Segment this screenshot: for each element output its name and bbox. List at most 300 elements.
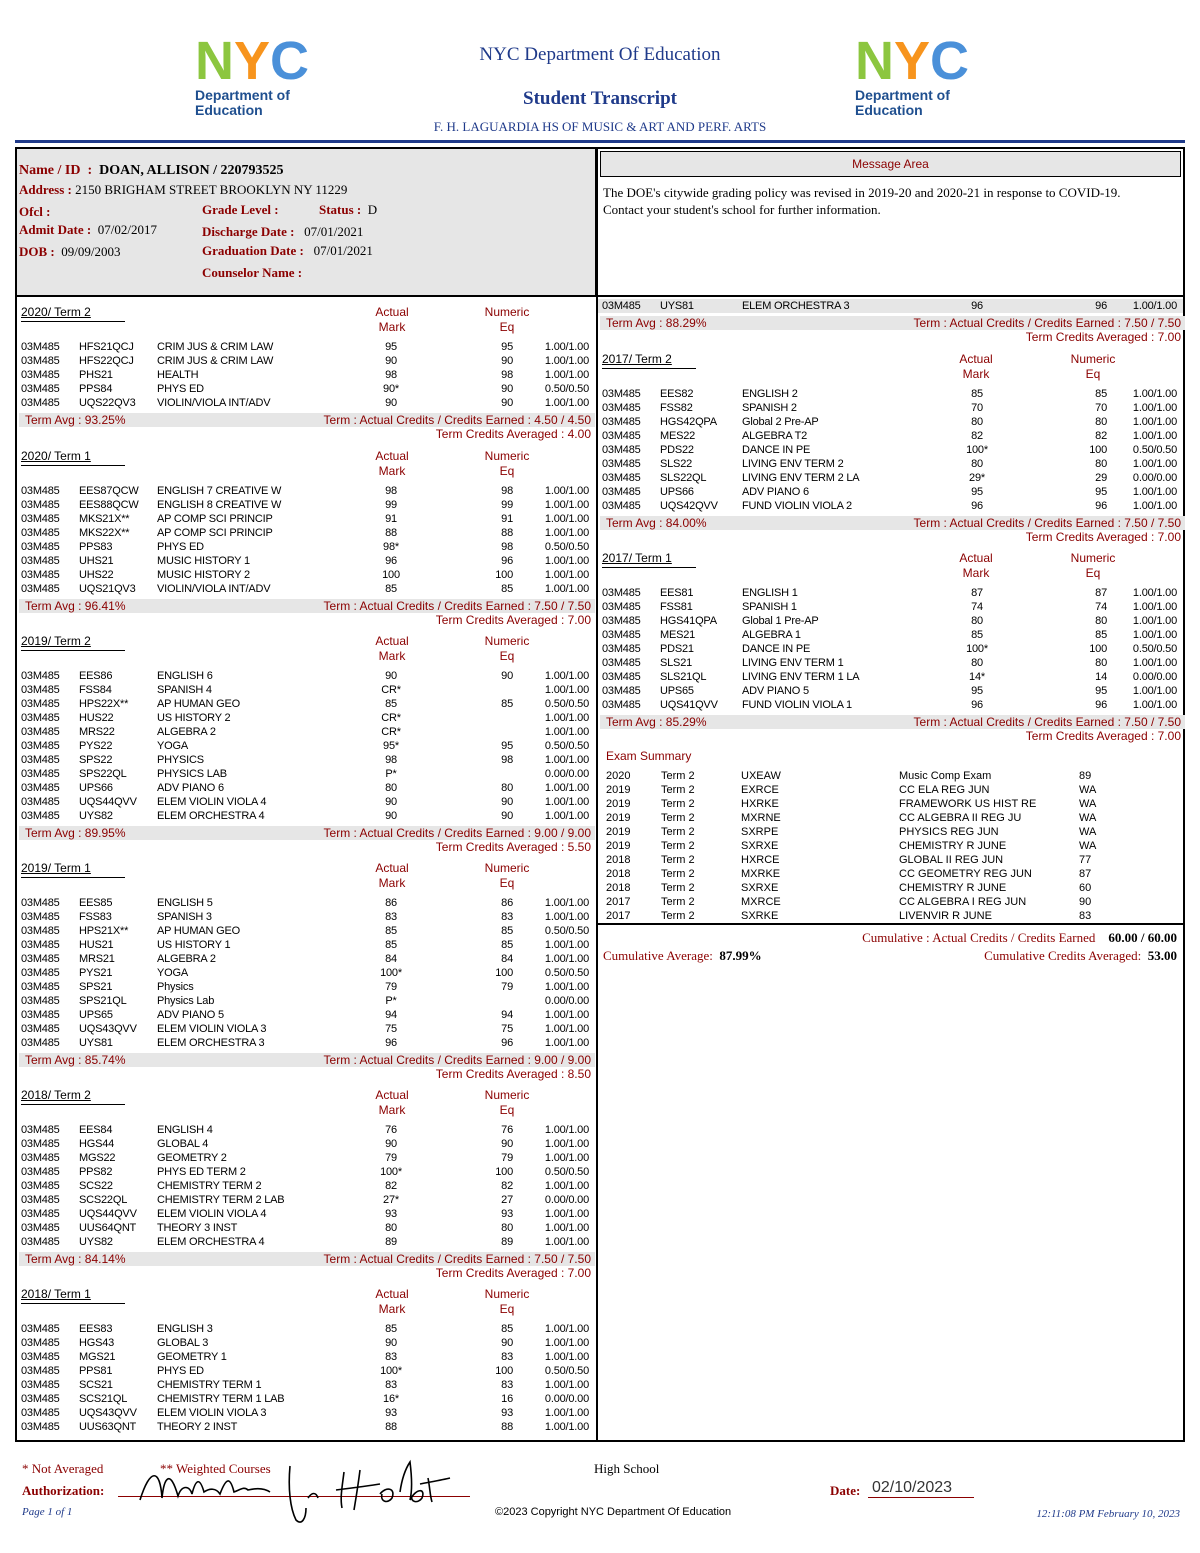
exam-code: MXRCE bbox=[741, 896, 781, 908]
exam-name: CC ALGEBRA I REG JUN bbox=[899, 896, 1027, 908]
course-credits: 1.00/1.00 bbox=[544, 369, 589, 381]
course-title: PHYSICS bbox=[157, 754, 204, 766]
term-credits-averaged: Term Credits Averaged : 7.00 bbox=[1025, 530, 1181, 544]
course-school: 03M485 bbox=[21, 1124, 60, 1136]
student-info-panel bbox=[15, 147, 597, 297]
course-school: 03M485 bbox=[21, 541, 60, 553]
course-numeric: 90 bbox=[501, 397, 513, 409]
course-mark: 100* bbox=[380, 1166, 402, 1178]
term-title: 2017/ Term 2 bbox=[602, 352, 672, 366]
logo-dept-line1-right: Department of bbox=[855, 87, 950, 103]
course-credits: 0.50/0.50 bbox=[544, 383, 589, 395]
course-school: 03M485 bbox=[602, 402, 641, 414]
course-numeric: 90 bbox=[501, 355, 513, 367]
course-code: SPS22QL bbox=[79, 768, 127, 780]
course-school: 03M485 bbox=[21, 911, 60, 923]
course-credits: 1.00/1.00 bbox=[544, 555, 589, 567]
course-school: 03M485 bbox=[602, 671, 641, 683]
status-value: D bbox=[367, 202, 378, 217]
course-row bbox=[21, 1322, 595, 1336]
course-title: CRIM JUS & CRIM LAW bbox=[157, 341, 274, 353]
course-title: ADV PIANO 6 bbox=[157, 782, 224, 794]
course-row bbox=[21, 526, 595, 540]
exam-term: Term 2 bbox=[661, 882, 695, 894]
course-credits: 1.00/1.00 bbox=[544, 782, 589, 794]
term-average: Term Avg : 88.29% bbox=[606, 316, 707, 330]
course-mark: 82 bbox=[385, 1180, 397, 1192]
course-code: MES22 bbox=[660, 430, 696, 442]
cumulative-credits: Cumulative : Actual Credits / Credits Earned 60.00 / 60.00 bbox=[862, 930, 1177, 945]
course-credits: 1.00/1.00 bbox=[1132, 402, 1177, 414]
course-title: ENGLISH 1 bbox=[742, 587, 798, 599]
course-mark: 27* bbox=[383, 1194, 399, 1206]
course-credits: 0.50/0.50 bbox=[544, 925, 589, 937]
course-mark: 98 bbox=[385, 485, 397, 497]
course-numeric: 85 bbox=[1095, 388, 1107, 400]
course-numeric: 80 bbox=[1095, 615, 1107, 627]
exam-score: WA bbox=[1079, 812, 1097, 824]
status-row: Status : D bbox=[319, 202, 378, 217]
course-code: PHS21 bbox=[79, 369, 113, 381]
term-credits-averaged: Term Credits Averaged : 7.00 bbox=[435, 1266, 591, 1280]
course-numeric: 90 bbox=[501, 1337, 513, 1349]
course-numeric: 99 bbox=[501, 499, 513, 511]
course-credits: 1.00/1.00 bbox=[1132, 699, 1177, 711]
course-title: ALGEBRA T2 bbox=[742, 430, 808, 442]
cumulative-averaged-value: 53.00 bbox=[1147, 948, 1177, 963]
course-school: 03M485 bbox=[21, 1194, 60, 1206]
discharge-date-value: 07/01/2021 bbox=[304, 224, 364, 239]
exam-row bbox=[606, 839, 1166, 853]
course-school: 03M485 bbox=[21, 981, 60, 993]
course-code: UQS43QVV bbox=[79, 1023, 137, 1035]
course-row bbox=[21, 1364, 595, 1378]
course-credits: 1.00/1.00 bbox=[544, 1337, 589, 1349]
course-credits: 1.00/1.00 bbox=[544, 1023, 589, 1035]
course-row bbox=[21, 924, 595, 938]
course-code: FSS82 bbox=[660, 402, 693, 414]
course-mark: 100* bbox=[380, 1365, 402, 1377]
exam-name: CC GEOMETRY REG JUN bbox=[899, 868, 1032, 880]
course-numeric: 87 bbox=[1095, 587, 1107, 599]
course-title: ENGLISH 8 CREATIVE W bbox=[157, 499, 282, 511]
course-code: EES85 bbox=[79, 897, 113, 909]
exam-code: MXRKE bbox=[741, 868, 781, 880]
course-code: UYS81 bbox=[79, 1037, 113, 1049]
term-title-underline bbox=[21, 1303, 125, 1304]
exam-name: CC ELA REG JUN bbox=[899, 784, 990, 796]
graduation-date-value: 07/01/2021 bbox=[313, 243, 373, 258]
course-credits: 0.00/0.00 bbox=[1132, 671, 1177, 683]
exam-code: SXRXE bbox=[741, 882, 779, 894]
course-school: 03M485 bbox=[602, 657, 641, 669]
course-mark: 95 bbox=[385, 341, 397, 353]
course-code: UQS22QV3 bbox=[79, 397, 136, 409]
course-numeric: 80 bbox=[1095, 416, 1107, 428]
course-credits: 1.00/1.00 bbox=[544, 953, 589, 965]
term-average: Term Avg : 85.74% bbox=[25, 1053, 126, 1067]
admit-date-value: 07/02/2017 bbox=[97, 222, 157, 237]
course-credits: 1.00/1.00 bbox=[544, 1037, 589, 1049]
course-title: ELEM ORCHESTRA 4 bbox=[157, 1236, 265, 1248]
course-mark: 100* bbox=[966, 444, 988, 456]
course-row bbox=[21, 739, 595, 753]
course-row bbox=[21, 540, 595, 554]
continued-term-block bbox=[598, 297, 1183, 347]
course-school: 03M485 bbox=[602, 472, 641, 484]
course-title: ELEM ORCHESTRA 4 bbox=[157, 810, 265, 822]
course-school: 03M485 bbox=[21, 383, 60, 395]
exam-year: 2019 bbox=[606, 798, 631, 810]
course-code: SCS21 bbox=[79, 1379, 113, 1391]
course-row bbox=[21, 512, 595, 526]
course-mark: CR* bbox=[381, 712, 401, 724]
course-row bbox=[602, 642, 1180, 656]
exam-score: WA bbox=[1079, 798, 1097, 810]
course-credits: 1.00/1.00 bbox=[544, 1208, 589, 1220]
course-mark: 95 bbox=[971, 685, 983, 697]
course-row bbox=[21, 1235, 595, 1249]
course-mark: 80 bbox=[971, 416, 983, 428]
course-title: Physics Lab bbox=[157, 995, 215, 1007]
course-school: 03M485 bbox=[602, 444, 641, 456]
term-title-underline bbox=[602, 567, 696, 568]
course-mark: 14* bbox=[969, 671, 985, 683]
left-terms-column bbox=[15, 297, 598, 1442]
course-code: EES81 bbox=[660, 587, 694, 599]
exam-row bbox=[606, 895, 1166, 909]
date-value: 02/10/2023 bbox=[872, 1479, 953, 1496]
course-school: 03M485 bbox=[21, 754, 60, 766]
course-code: PPS81 bbox=[79, 1365, 113, 1377]
course-numeric: 85 bbox=[1095, 629, 1107, 641]
course-code: UPS66 bbox=[660, 486, 694, 498]
address-label: Address : bbox=[19, 182, 72, 197]
weighted-courses-note: ** Weighted Courses bbox=[160, 1461, 271, 1476]
course-school: 03M485 bbox=[21, 1351, 60, 1363]
course-code: UUS63QNT bbox=[79, 1421, 137, 1433]
course-row bbox=[21, 1022, 595, 1036]
col-header-numeric-eq: Numeric Eq bbox=[484, 634, 530, 663]
course-numeric: 96 bbox=[501, 1037, 513, 1049]
term-title: 2020/ Term 1 bbox=[21, 449, 91, 463]
course-title: CHEMISTRY TERM 1 LAB bbox=[157, 1393, 285, 1405]
course-numeric: 88 bbox=[501, 527, 513, 539]
course-mark: 82 bbox=[971, 430, 983, 442]
course-row bbox=[21, 1378, 595, 1392]
exam-row bbox=[606, 853, 1166, 867]
course-mark: 84 bbox=[385, 953, 397, 965]
exam-term: Term 2 bbox=[661, 910, 695, 922]
course-row bbox=[602, 684, 1180, 698]
course-credits: 0.50/0.50 bbox=[1132, 643, 1177, 655]
course-row bbox=[21, 809, 595, 823]
course-numeric: 89 bbox=[501, 1236, 513, 1248]
exam-name: GLOBAL II REG JUN bbox=[899, 854, 1004, 866]
term-average: Term Avg : 96.41% bbox=[25, 599, 126, 613]
course-row bbox=[602, 457, 1180, 471]
course-credits: 1.00/1.00 bbox=[544, 754, 589, 766]
course-mark: 80 bbox=[385, 1222, 397, 1234]
course-numeric: 86 bbox=[501, 897, 513, 909]
course-numeric: 95 bbox=[501, 740, 513, 752]
course-row bbox=[21, 1420, 595, 1434]
name-label: Name / ID bbox=[19, 163, 81, 178]
col-header-numeric-eq: Numeric Eq bbox=[1070, 551, 1116, 580]
term-summary bbox=[19, 599, 595, 629]
copyright: ©2023 Copyright NYC Department Of Education bbox=[495, 1506, 732, 1518]
course-title: ADV PIANO 6 bbox=[742, 486, 809, 498]
course-row bbox=[21, 683, 595, 697]
course-title: ALGEBRA 1 bbox=[742, 629, 801, 641]
course-code: HGS42QPA bbox=[660, 416, 717, 428]
course-mark: 85 bbox=[385, 939, 397, 951]
course-title: SPANISH 2 bbox=[742, 402, 797, 414]
course-row bbox=[21, 396, 595, 410]
course-school: 03M485 bbox=[21, 1152, 60, 1164]
exam-summary bbox=[598, 749, 1183, 927]
cumulative-credits-averaged: Cumulative Credits Averaged: 53.00 bbox=[984, 948, 1177, 963]
course-school: 03M485 bbox=[602, 430, 641, 442]
course-code: EES87QCW bbox=[79, 485, 139, 497]
course-code: UQS21QV3 bbox=[79, 583, 136, 595]
course-title: PHYS ED bbox=[157, 383, 204, 395]
course-numeric: 100 bbox=[1089, 643, 1107, 655]
course-code: UQS41QVV bbox=[660, 699, 718, 711]
course-numeric: 94 bbox=[501, 1009, 513, 1021]
term-summary bbox=[600, 715, 1185, 745]
right-terms-column bbox=[597, 297, 1185, 1442]
course-row bbox=[21, 952, 595, 966]
graduation-row: Graduation Date : 07/01/2021 bbox=[202, 243, 373, 258]
exam-score: 90 bbox=[1079, 896, 1092, 908]
exam-year: 2019 bbox=[606, 784, 631, 796]
course-code: MGS22 bbox=[79, 1152, 116, 1164]
course-mark: 80 bbox=[971, 615, 983, 627]
course-mark: 90 bbox=[385, 810, 397, 822]
term-average: Term Avg : 93.25% bbox=[25, 413, 126, 427]
exam-name: CHEMISTRY R JUNE bbox=[899, 882, 1007, 894]
course-numeric: 82 bbox=[1095, 430, 1107, 442]
course-credits: 0.00/0.00 bbox=[544, 768, 589, 780]
exam-name: Music Comp Exam bbox=[899, 770, 992, 782]
exam-name: FRAMEWORK US HIST RE bbox=[899, 798, 1037, 810]
course-numeric: 80 bbox=[501, 782, 513, 794]
high-school-label: High School bbox=[594, 1461, 660, 1476]
course-row bbox=[602, 600, 1180, 614]
exam-year: 2019 bbox=[606, 826, 631, 838]
course-code: HPS21X** bbox=[79, 925, 129, 937]
term-title: 2019/ Term 2 bbox=[21, 634, 91, 648]
course-school: 03M485 bbox=[21, 698, 60, 710]
exam-divider bbox=[598, 923, 1183, 925]
course-numeric: 85 bbox=[501, 925, 513, 937]
course-credits: 1.00/1.00 bbox=[544, 1222, 589, 1234]
course-row bbox=[21, 1179, 595, 1193]
admit-row: Admit Date : 07/02/2017 bbox=[19, 222, 157, 237]
course-credits: 0.50/0.50 bbox=[544, 967, 589, 979]
course-title: CRIM JUS & CRIM LAW bbox=[157, 355, 274, 367]
course-mark: 95 bbox=[971, 486, 983, 498]
term-summary bbox=[19, 1053, 595, 1083]
term-credits-averaged: Term Credits Averaged : 7.00 bbox=[1025, 330, 1181, 344]
course-title: PHYS ED bbox=[157, 1365, 204, 1377]
course-school: 03M485 bbox=[21, 670, 60, 682]
course-title: PHYS ED bbox=[157, 541, 204, 553]
course-school: 03M485 bbox=[21, 1379, 60, 1391]
course-title: ELEM VIOLIN VIOLA 4 bbox=[157, 1208, 267, 1220]
course-numeric: 88 bbox=[501, 1421, 513, 1433]
course-mark: 100* bbox=[966, 643, 988, 655]
course-credits: 1.00/1.00 bbox=[1132, 657, 1177, 669]
course-school: 03M485 bbox=[21, 1393, 60, 1405]
authorization-label: Authorization: bbox=[22, 1483, 105, 1498]
course-numeric: 96 bbox=[501, 555, 513, 567]
course-credits: 0.50/0.50 bbox=[544, 541, 589, 553]
course-row bbox=[21, 1406, 595, 1420]
course-credits: 0.50/0.50 bbox=[544, 1166, 589, 1178]
course-numeric: 100 bbox=[495, 967, 513, 979]
course-title: ENGLISH 3 bbox=[157, 1323, 213, 1335]
course-mark: 90 bbox=[385, 1337, 397, 1349]
exam-name: LIVENVIR R JUNE bbox=[899, 910, 992, 922]
course-school: 03M485 bbox=[602, 416, 641, 428]
exam-term: Term 2 bbox=[661, 826, 695, 838]
course-mark: 83 bbox=[385, 1379, 397, 1391]
course-code: HFS21QCJ bbox=[79, 341, 134, 353]
course-numeric: 100 bbox=[1089, 444, 1107, 456]
course-row bbox=[602, 387, 1180, 401]
course-mark: 100* bbox=[380, 967, 402, 979]
course-row bbox=[21, 1123, 595, 1137]
course-row bbox=[21, 980, 595, 994]
course-mark: P* bbox=[385, 995, 397, 1007]
term-title-underline bbox=[21, 321, 125, 322]
course-row bbox=[602, 586, 1180, 600]
exam-score: 89 bbox=[1079, 770, 1092, 782]
course-numeric: 79 bbox=[501, 1152, 513, 1164]
exam-term: Term 2 bbox=[661, 840, 695, 852]
course-credits: 1.00/1.00 bbox=[544, 1351, 589, 1363]
course-school: 03M485 bbox=[21, 527, 60, 539]
course-title: DANCE IN PE bbox=[742, 643, 811, 655]
term-average: Term Avg : 89.95% bbox=[25, 826, 126, 840]
course-code: UHS22 bbox=[79, 569, 114, 581]
course-code: PPS83 bbox=[79, 541, 113, 553]
course-mark: 98 bbox=[385, 369, 397, 381]
message-area-title: Message Area bbox=[600, 151, 1181, 177]
col-header-actual-mark: Actual Mark bbox=[375, 1088, 409, 1117]
course-credits: 1.00/1.00 bbox=[544, 1236, 589, 1248]
course-numeric: 90 bbox=[501, 796, 513, 808]
exam-code: SXRKE bbox=[741, 910, 779, 922]
course-mark: 90 bbox=[385, 1138, 397, 1150]
col-header-numeric-eq: Numeric Eq bbox=[484, 449, 530, 478]
course-school: 03M485 bbox=[21, 1365, 60, 1377]
course-school: 03M485 bbox=[21, 782, 60, 794]
exam-row bbox=[606, 797, 1166, 811]
course-row bbox=[21, 498, 595, 512]
course-code: FSS84 bbox=[79, 684, 112, 696]
term-credits-averaged: Term Credits Averaged : 7.00 bbox=[435, 613, 591, 627]
logo-dept-line2: Education bbox=[195, 102, 263, 118]
course-row bbox=[21, 753, 595, 767]
course-row bbox=[21, 1008, 595, 1022]
course-title: ELEM ORCHESTRA 3 bbox=[157, 1037, 265, 1049]
course-code: UQS42QVV bbox=[660, 500, 718, 512]
course-numeric: 90 bbox=[501, 670, 513, 682]
course-code: EES83 bbox=[79, 1323, 113, 1335]
course-title: VIOLIN/VIOLA INT/ADV bbox=[157, 583, 271, 595]
logo-dept-line1: Department of bbox=[195, 87, 290, 103]
course-credits: 1.00/1.00 bbox=[544, 569, 589, 581]
course-code: SCS22QL bbox=[79, 1194, 128, 1206]
course-code: UPS66 bbox=[79, 782, 113, 794]
course-row bbox=[21, 1137, 595, 1151]
course-title: DANCE IN PE bbox=[742, 444, 811, 456]
course-title: GEOMETRY 1 bbox=[157, 1351, 227, 1363]
term-credits-averaged: Term Credits Averaged : 7.00 bbox=[1025, 729, 1181, 743]
course-row bbox=[21, 767, 595, 781]
col-header-actual-mark: Actual Mark bbox=[375, 861, 409, 890]
course-numeric: 98 bbox=[501, 369, 513, 381]
course-credits: 1.00/1.00 bbox=[544, 911, 589, 923]
course-school: 03M485 bbox=[21, 1180, 60, 1192]
course-school: 03M485 bbox=[21, 341, 60, 353]
course-code: UYS81 bbox=[660, 300, 694, 312]
course-numeric: 96 bbox=[1095, 300, 1107, 312]
course-numeric: 80 bbox=[1095, 458, 1107, 470]
course-row bbox=[21, 1336, 595, 1350]
course-mark: 83 bbox=[385, 911, 397, 923]
school-name: F. H. LAGUARDIA HS OF MUSIC & ART AND PERF. ARTS bbox=[433, 119, 767, 134]
course-credits: 1.00/1.00 bbox=[544, 796, 589, 808]
course-mark: 85 bbox=[971, 388, 983, 400]
course-credits: 0.00/0.00 bbox=[1132, 472, 1177, 484]
name-id-row: Name / ID : DOAN, ALLISON / 220793525 bbox=[19, 163, 284, 178]
course-title: ENGLISH 6 bbox=[157, 670, 213, 682]
course-code: SCS22 bbox=[79, 1180, 113, 1192]
course-title: MUSIC HISTORY 2 bbox=[157, 569, 250, 581]
course-school: 03M485 bbox=[21, 1222, 60, 1234]
course-row bbox=[21, 697, 595, 711]
course-school: 03M485 bbox=[21, 355, 60, 367]
course-numeric: 83 bbox=[501, 911, 513, 923]
term-average: Term Avg : 85.29% bbox=[606, 715, 707, 729]
course-title: LIVING ENV TERM 1 bbox=[742, 657, 844, 669]
course-title: LIVING ENV TERM 1 LA bbox=[742, 671, 860, 683]
course-numeric: 74 bbox=[1095, 601, 1107, 613]
course-school: 03M485 bbox=[602, 601, 641, 613]
message-text: The DOE's citywide grading policy was revised in 2019-20 and 2020-21 in response to COVID-19. Contact your student's school for further information. bbox=[603, 185, 1121, 217]
course-credits: 1.00/1.00 bbox=[1132, 388, 1177, 400]
course-credits: 1.00/1.00 bbox=[544, 726, 589, 738]
exam-row bbox=[606, 867, 1166, 881]
exam-row bbox=[606, 881, 1166, 895]
course-row bbox=[21, 382, 595, 396]
term-credits: Term : Actual Credits / Credits Earned : 4.50 / 4.50 bbox=[323, 413, 591, 427]
course-code: SLS21QL bbox=[660, 671, 707, 683]
course-mark: 85 bbox=[971, 629, 983, 641]
cumulative-average-value: 87.99% bbox=[719, 948, 762, 963]
course-code: HUS22 bbox=[79, 712, 114, 724]
course-mark: CR* bbox=[381, 684, 401, 696]
course-credits: 1.00/1.00 bbox=[544, 513, 589, 525]
course-school: 03M485 bbox=[21, 995, 60, 1007]
course-numeric: 98 bbox=[501, 541, 513, 553]
course-title: THEORY 3 INST bbox=[157, 1222, 238, 1234]
course-code: HPS22X** bbox=[79, 698, 129, 710]
